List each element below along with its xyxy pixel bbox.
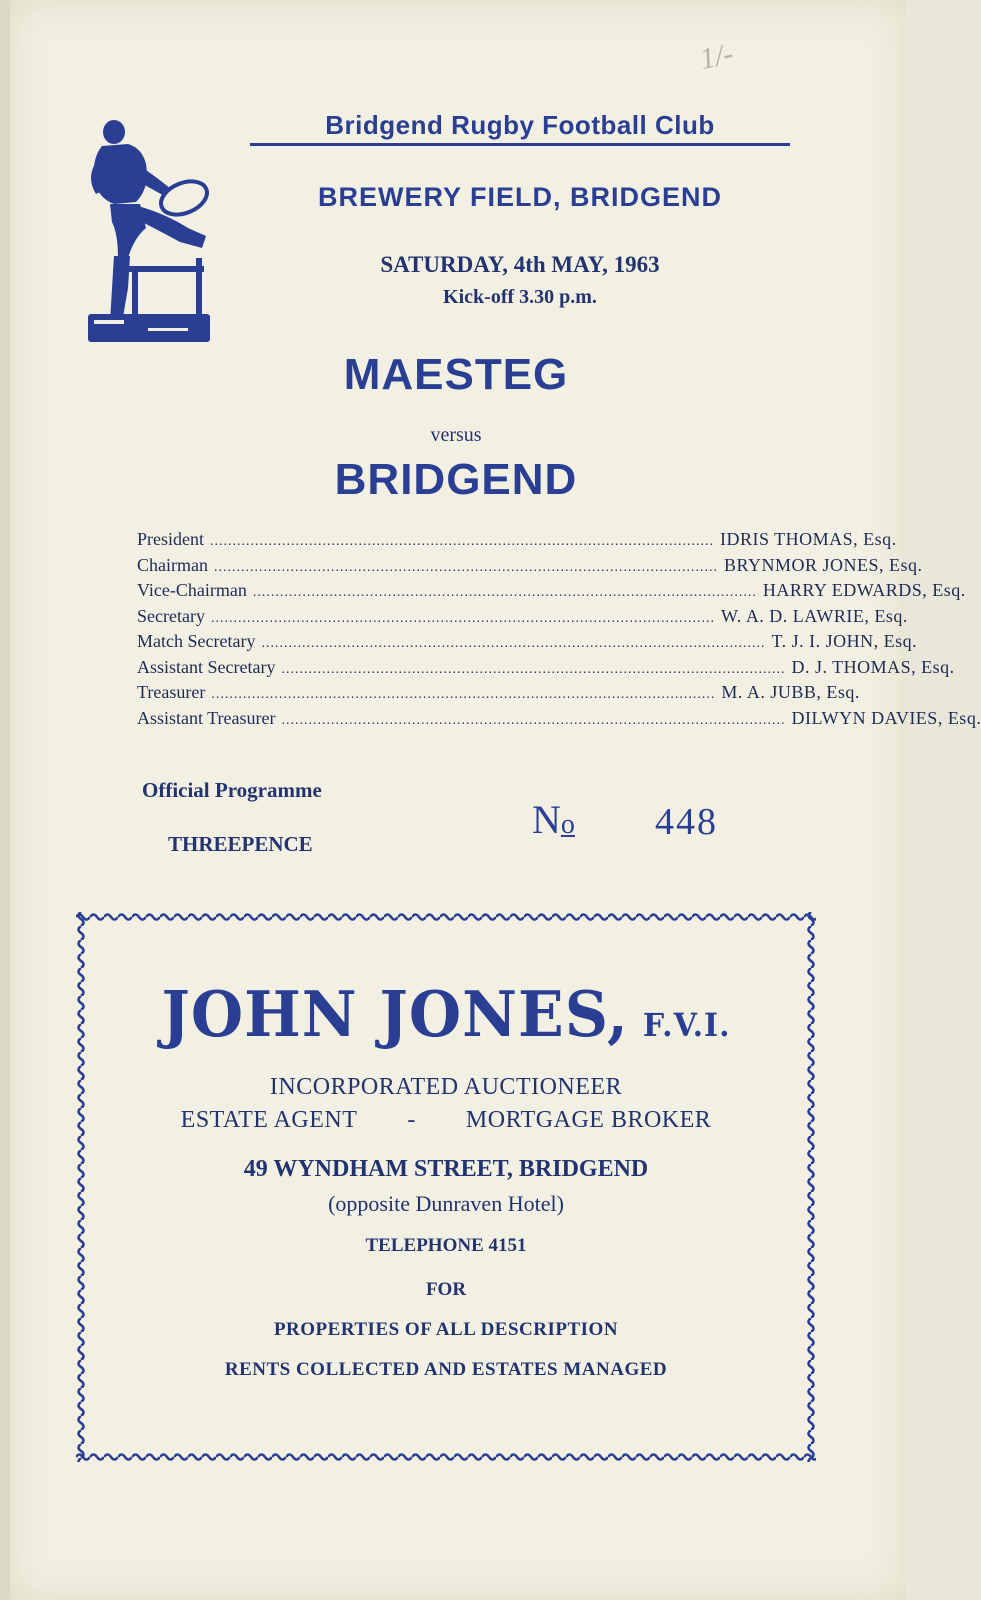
official-role: Chairman [137,554,208,575]
official-role: Assistant Secretary [137,656,276,677]
leader-dots: ................................................................................................................ [210,534,714,549]
advert-rents: RENTS COLLECTED AND ESTATES MANAGED [224,1359,668,1380]
official-name: BRYNMOR JONES, Esq. [723,554,923,575]
official-name: DILWYN DAVIES, Esq. [791,707,981,728]
service-estate-agent: ESTATE AGENT [180,1107,358,1133]
service-mortgage-broker: MORTGAGE BROKER [465,1107,712,1133]
leader-dots: ................................................................................................................ [210,610,715,626]
official-role: Secretary [137,605,205,626]
advertiser-telephone: TELEPHONE 4151 [365,1235,527,1256]
official-name: M. A. JUBB, Esq. [721,682,860,702]
advertiser-name [96,978,796,1052]
pencil-mark: 1/- [696,36,737,77]
leader-dots: ................................................................................................................ [213,559,718,575]
official-role: Vice-Chairman [137,580,247,600]
club-name: Bridgend Rugby Football Club [250,110,790,146]
advert-for: FOR [425,1279,467,1300]
officials-list [137,528,981,732]
official-row [137,579,966,605]
versus-label: versus [430,424,482,446]
service-separator: - [407,1107,416,1133]
leader-dots: ................................................................................................................ [252,585,757,600]
leader-dots: ................................................................................................................ [281,661,786,677]
official-row [137,528,897,554]
match-date: SATURDAY, 4th MAY, 1963 [380,252,660,277]
official-name: T. J. I. JOHN, Esq. [771,631,918,651]
leader-dots: ................................................................................................................ [281,712,786,728]
advertiser-address: 49 WYNDHAM STREET, BRIDGEND [243,1156,649,1182]
advertisement [96,930,796,1381]
official-role: Treasurer [137,682,206,702]
advertiser-suffix: F.V.I. [642,1007,731,1045]
programme-price: THREEPENCE [168,832,313,856]
official-name: D. J. THOMAS, Esq. [791,656,955,677]
official-name: HARRY EDWARDS, Esq. [762,580,966,600]
leader-dots: ................................................................................................................ [261,636,766,651]
programme-label: Official Programme [142,778,322,802]
official-role: President [137,529,204,549]
official-row [137,707,981,733]
programme-number: 448 [655,801,718,843]
official-name: IDRIS THOMAS, Esq. [720,529,897,549]
advertiser-name-text: JOHN JONES, [161,978,629,1052]
kickoff-time: Kick-off 3.30 p.m. [443,286,597,308]
leader-dots: ................................................................................................................ [211,687,716,702]
ground-name: BREWERY FIELD, BRIDGEND [317,182,723,212]
official-row [137,605,908,631]
official-row [137,554,923,580]
official-role: Assistant Treasurer [137,707,276,728]
official-row [137,681,860,707]
number-symbol: No [532,797,575,842]
official-role: Match Secretary [137,631,256,651]
advertiser-services [96,1107,796,1134]
official-row [137,656,955,682]
page-edge [0,0,10,1600]
home-team: MAESTEG [343,350,569,399]
official-row [137,630,918,656]
advertiser-title: INCORPORATED AUCTIONEER [269,1074,623,1100]
official-name: W. A. D. LAWRIE, Esq. [720,605,908,626]
advert-properties: PROPERTIES OF ALL DESCRIPTION [273,1319,619,1340]
away-team: BRIDGEND [334,455,578,504]
rugby-player-logo [88,118,218,348]
advertiser-landmark: (opposite Dunraven Hotel) [328,1191,564,1216]
